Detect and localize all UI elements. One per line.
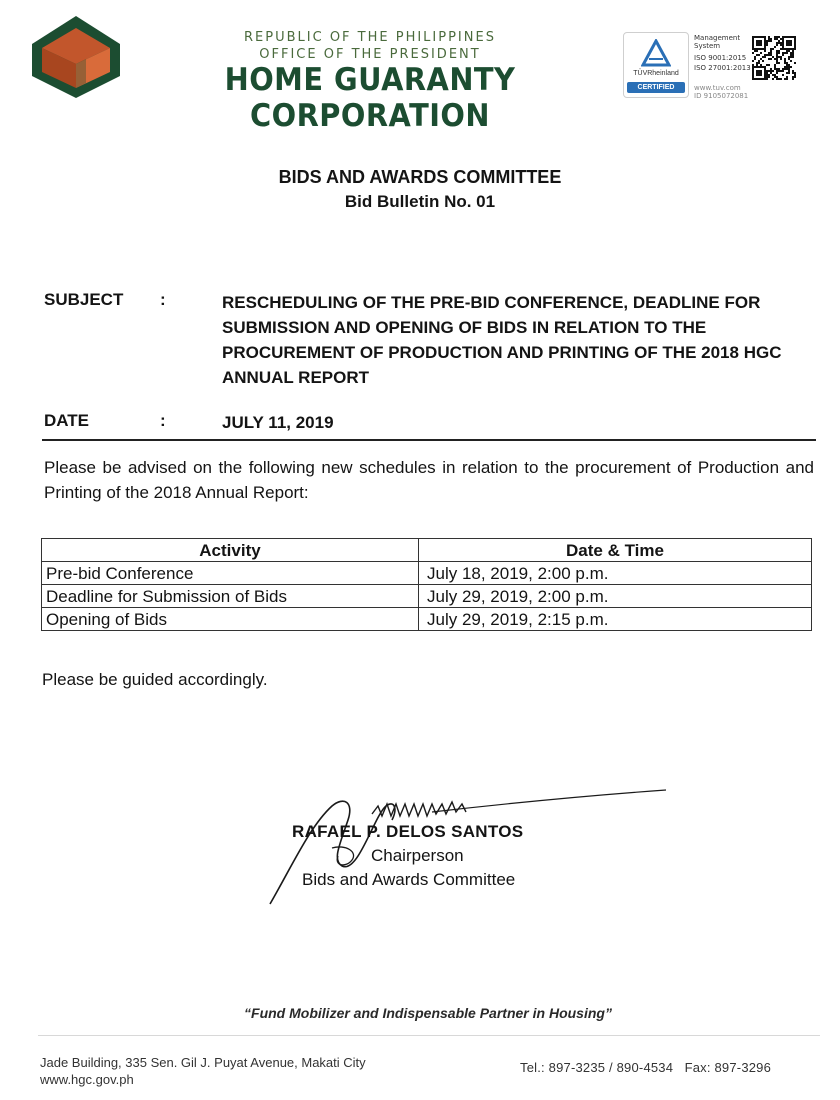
cert-id: ID 9105072081 (694, 92, 749, 100)
committee-title: BIDS AND AWARDS COMMITTEE (278, 167, 562, 187)
schedule-table (41, 538, 812, 631)
date-value: JULY 11, 2019 (222, 413, 334, 432)
intro-paragraph: Please be advised on the following new schedules in relation to the procurement of Production and Printing of the 2018 Annual Report: (44, 458, 814, 502)
date-time-cell: July 29, 2019, 2:00 p.m. (419, 585, 812, 608)
cert-iso-27001: ISO 27001:2013 (694, 64, 751, 72)
hgc-house-logo-icon (30, 14, 122, 100)
header-date-time: Date & Time (419, 539, 812, 562)
table-row (42, 585, 812, 608)
cert-iso-9001: ISO 9001:2015 (694, 54, 747, 62)
bulletin-number: Bid Bulletin No. 01 (344, 192, 496, 211)
footer-divider (38, 1035, 820, 1036)
cert-system: System (694, 42, 721, 50)
office-heading: OFFICE OF THE PRESIDENT (259, 47, 481, 62)
cert-management: Management (694, 34, 741, 42)
activity-cell: Pre-bid Conference (42, 562, 419, 585)
republic-heading: REPUBLIC OF THE PHILIPPINES (244, 30, 496, 45)
contact-numbers: Tel.: 897-3235 / 890-4534 Fax: 897-3296 (520, 1060, 772, 1075)
table-row (42, 562, 812, 585)
signatory-organization: Bids and Awards Committee (302, 870, 516, 889)
activity-cell: Deadline for Submission of Bids (42, 585, 419, 608)
table-header-row (42, 539, 812, 562)
divider (42, 439, 816, 441)
signatory-name: RAFAEL P. DELOS SANTOS (292, 822, 524, 841)
qr-code-icon (752, 36, 796, 80)
office-address: Jade Building, 335 Sen. Gil J. Puyat Avenue, Makati City (40, 1055, 366, 1070)
certified-label: CERTIFIED (627, 82, 685, 93)
tuv-name: TÜVRheinland (633, 70, 679, 77)
activity-cell: Opening of Bids (42, 608, 419, 631)
cert-website: www.tuv.com (694, 84, 741, 92)
subject-colon: : (160, 290, 166, 309)
tuv-triangle-icon (641, 39, 671, 67)
corporate-motto: “Fund Mobilizer and Indispensable Partner in Housing” (244, 1005, 612, 1021)
date-time-cell: July 29, 2019, 2:15 p.m. (419, 608, 812, 631)
date-colon: : (160, 411, 166, 430)
closing-line: Please be guided accordingly. (42, 670, 268, 689)
date-label: DATE (44, 411, 90, 430)
date-time-cell: July 18, 2019, 2:00 p.m. (419, 562, 812, 585)
subject-label: SUBJECT (44, 290, 124, 309)
corporation-name: HOME GUARANTY CORPORATION (224, 62, 516, 134)
table-row (42, 608, 812, 631)
header-activity: Activity (42, 539, 419, 562)
signatory-title: Chairperson (371, 846, 464, 865)
tuv-certification-badge (623, 32, 689, 98)
subject-text: RESCHEDULING OF THE PRE-BID CONFERENCE, DEADLINE FOR SUBMISSION AND OPENING OF BIDS IN RELATION TO THE PROCUREMENT OF PRODUCTION AND PRINTING OF THE 2018 HGC ANNUAL REPORT (222, 293, 782, 387)
website-link[interactable]: www.hgc.gov.ph (40, 1072, 134, 1087)
